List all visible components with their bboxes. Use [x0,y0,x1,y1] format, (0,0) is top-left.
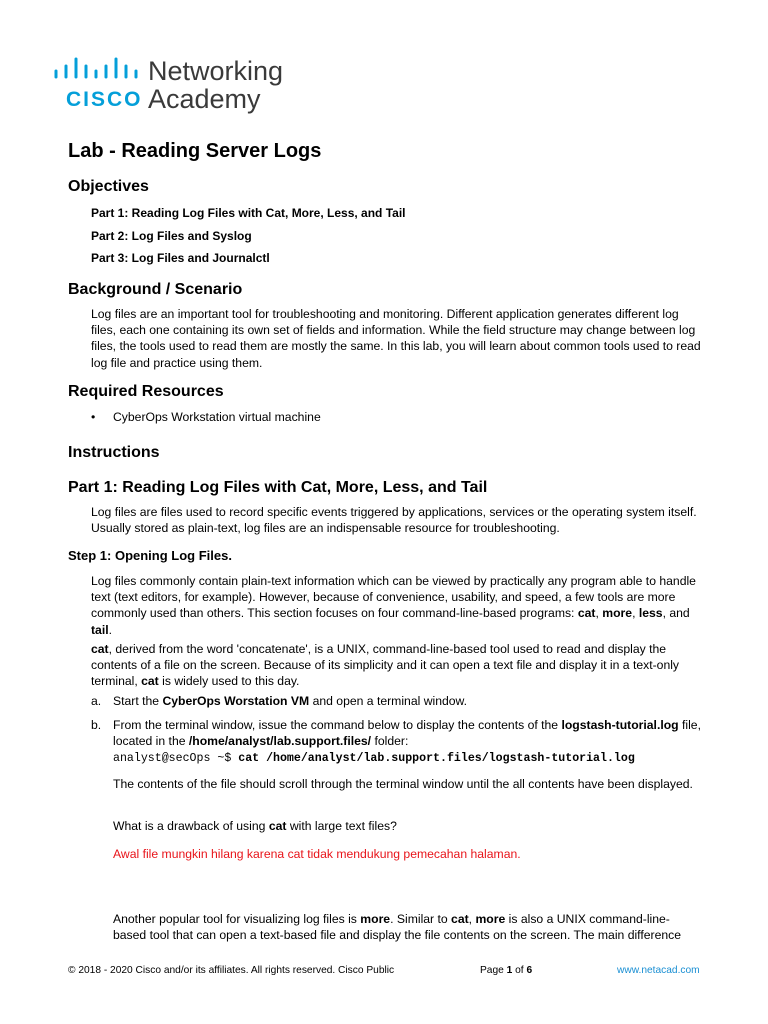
step1-paragraph: Log files commonly contain plain-text information which can be viewed by practically any program able to handle text (text editors, for example). However, because of convenience, usability, and speed, a few tools are more commonly used than others. This section focuses on four command-line-based programs: cat, more, less, and tail. [91,574,696,637]
logo-cisco-wordmark: CISCO [66,88,143,111]
terminal-command [113,752,635,765]
instructions-heading: Instructions [68,444,160,461]
question-text: What is a drawback of using cat with large text files? [113,819,397,833]
background-heading: Background / Scenario [68,281,243,298]
page-title: Lab - Reading Server Logs [68,140,322,162]
item-text: Start the CyberOps Worstation VM and open a terminal window. [113,694,468,708]
background-paragraph: Log files are an important tool for troubleshooting and monitoring. Different application generates different log files, each one containing its own set of fields and information. While the field structure may change between log files, the tools used to read them are mostly the same. In this lab, you will learn about common tools used to read log file and practice using them. [91,307,701,370]
scroll-description: The contents of the file should scroll through the terminal window until the all contents have been displayed. [113,777,693,791]
cisco-bars-icon [52,56,144,80]
logo-academy-text: Academy [148,84,261,114]
objective-item: Part 2: Log Files and Syslog [91,229,252,243]
bullet-icon: • [91,410,96,424]
item-label: b. [91,718,102,732]
logo-networking-text: Networking [148,56,284,86]
item-text: From the terminal window, issue the command below to display the contents of the logstash-tutorial.log file, located in the /home/analyst/lab.support.files/ folder: [113,718,701,749]
footer-website-link[interactable]: www.netacad.com [617,965,700,976]
command-text: cat /home/analyst/lab.support.files/logstash-tutorial.log [238,752,635,765]
resource-list-item [91,410,321,424]
item-label: a. [91,694,102,708]
resources-heading: Required Resources [68,383,224,400]
command-prompt: analyst@secOps ~$ [113,752,239,765]
objective-item: Part 3: Log Files and Journalctl [91,251,270,265]
answer-text: Awal file mungkin hilang karena cat tidak mendukung pemecahan halaman. [113,847,521,861]
cat-description-paragraph: cat, derived from the word 'concatenate', is a UNIX, command-line-based tool used to read and display the contents of a file on the screen. Because of its simplicity and it can open a text file and display it in a text-only terminal, cat is widely used to this day. [91,642,680,689]
part1-heading: Part 1: Reading Log Files with Cat, More, Less, and Tail [68,479,488,496]
more-intro-paragraph: Another popular tool for visualizing log files is more. Similar to cat, more is also a UNIX command-line-based tool that can open a text-based file and display the file contents on the screen. The main difference [113,912,681,943]
objectives-heading: Objectives [68,178,149,195]
step1-heading: Step 1: Opening Log Files. [68,548,232,563]
footer-copyright: © 2018 - 2020 Cisco and/or its affiliates. All rights reserved. Cisco Public [68,965,395,976]
part1-intro: Log files are files used to record specific events triggered by applications, services or the operating system itself. Usually stored as plain-text, log files are an indispensable resource for troubleshooting. [91,505,697,536]
footer-page-number: Page 1 of 6 [480,965,533,976]
resource-text: CyberOps Workstation virtual machine [113,410,321,424]
objective-item: Part 1: Reading Log Files with Cat, More, Less, and Tail [91,206,406,220]
